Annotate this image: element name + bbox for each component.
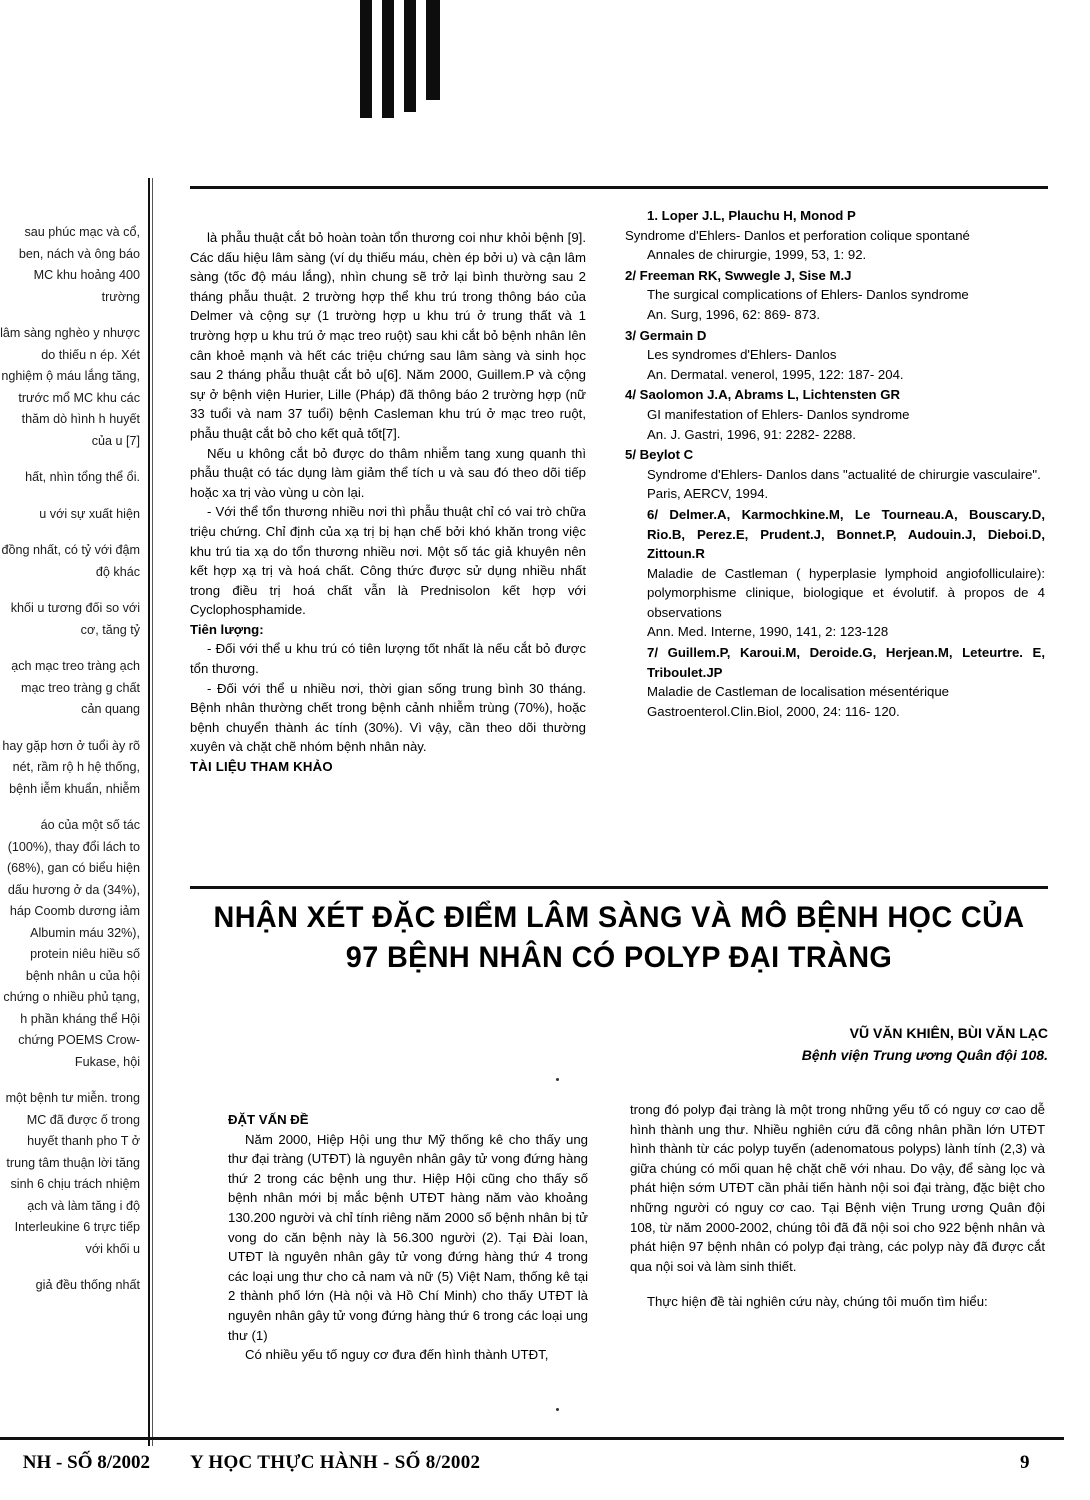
reference-title: Les syndromes d'Ehlers- Danlos [647,347,837,363]
reference-authors: 6/ Delmer.A, Karmochkine.M, Le Tourneau.A, Bouscary.D, Rio.B, Perez.E, Prudent.J, Bonnet.P, Audouin.J, Dieboi.D, Zittoun.R [647,506,1045,562]
footer-journal-title: Y HỌC THỰC HÀNH - SỐ 8/2002 [190,1452,481,1473]
reference-authors: 4/ Saolomon J.A, Abrams L, Lichtensten GR [625,387,901,403]
article2-left-column [228,1110,588,1365]
reference-source: Gastroenterol.Clin.Biol, 2000, 24: 116- 120. [647,703,900,719]
author-affiliation: Bệnh viện Trung ương Quân đội 108. [801,1047,1048,1063]
paragraph: trong đó polyp đại tràng là một trong những yếu tố có nguy cơ cao dễ hình thành ung thư. Nhiều nghiên cứu đã công nhân phần lớn UTĐT hình thành từ các polyp tuyến (adenomatous polyps) lành tính (2,3) và giữa chúng có mối quan hệ chặt chẽ với nhau. Do vậy, để sàng lọc và phát hiện sớm UTĐT cần phải tiến hành nội soi đại tràng, đặc biệt cho những người có nguy cơ cao. Tại Bệnh viện Trung ương Quân đội 108, từ năm 2000-2002, chúng tôi đã đã nội soi cho 922 bệnh nhân và phát hiện 97 bệnh nhân có polyp đại tràng, các polyp này đã được cắt qua nội soi và làm sinh thiết. [630,1102,1045,1274]
footer-rule [0,1437,1064,1440]
reference-title: The surgical complications of Ehlers- Danlos syndrome [647,287,969,303]
reference-title: Syndrome d'Ehlers- Danlos dans "actualité de chirurgie vasculaire". [647,466,1041,482]
reference-authors: 2/ Freeman RK, Swwegle J, Sise M.J [625,267,852,283]
bleed-paragraph: hay gặp hơn ở tuổi ày rõ nét, rầm rộ h hệ thống, bệnh iễm khuẩn, nhiễm [2,738,140,796]
paragraph: Có nhiều yếu tố nguy cơ đưa đến hình thành UTĐT, [245,1347,549,1363]
article1-left-column [190,228,586,777]
footer-left-bleed: NH - SỐ 8/2002 [22,1452,150,1473]
reference-source: Paris, AERCV, 1994. [647,486,769,502]
bleed-paragraph: áo của một số tác (100%), thay đổi lách to (68%), gan có biểu hiện dấu hương ở da (34%), háp Coomb dương iảm Albumin máu 32%), protein niêu hiều số bệnh nhân u của hội chứng o nhiều phủ tạng, h phần kháng thể Hội chứng POEMS Crow- Fukase, hội [3,818,140,1069]
reference-title: Maladie de Castleman ( hyperplasie lymphoid angiofolliculaire): polymorphisme clinique, biologique et évolutif. à propos de 4 observations [647,565,1045,620]
author-names: VŨ VĂN KHIÊN, BÙI VĂN LẠC [849,1025,1048,1041]
article2-byline [190,1022,1048,1066]
reference-title: Maladie de Castleman de localisation mésentérique [647,684,950,700]
adjacent-page-bleed [0,222,140,1412]
reference-title: Syndrome d'Ehlers- Danlos et perforation colique spontané [625,227,970,243]
reference-entry [625,206,1045,265]
reference-entry [625,385,1045,444]
reference-source: An. Surg, 1996, 62: 869- 873. [647,306,821,322]
prognosis-heading: Tiên lượng: [190,621,264,637]
paragraph: - Đối với thể u nhiều nơi, thời gian sống trung bình 30 tháng. Bệnh nhân thường chết trong bệnh cảnh nhiễm trùng (70%), hoặc bệnh chuyển thành ác tính (30%). Vì vậy, cần theo dõi thường xuyên và chặt chẽ nhóm bệnh nhân này. [190,680,586,755]
paragraph: Năm 2000, Hiệp Hội ung thư Mỹ thống kê cho thấy ung thư đại tràng (UTĐT) là nguyên nhân gây tử vong đứng hàng thứ 2 trong các bệnh ung thư. Hiệp Hội cũng cho thấy số bệnh nhân mới bị mắc bệnh UTĐT hàng năm vào khoảng 130.200 người và chỉ tính riêng năm 2000 số bệnh nhân bị tử vong do căn bệnh này là 56.300 người (2). Tại Đài loan, UTĐT là nguyên nhân gây tử vong đứng hàng thứ 4 trong các loại ung thư cho cả nam và nữ (5) Việt Nam, thống kê tại 2 thành phố lớn (Hà nội và Hồ Chí Minh) cho thấy UTĐT là nguyên nhân gây tử vong đứng hàng thứ 6 trong các loại ung thư (1) [228,1131,588,1343]
section-heading: ĐẶT VẤN ĐỀ [228,1112,309,1127]
reference-entry [625,266,1045,325]
reference-entry [625,505,1045,642]
page-gutter-shadow [152,178,153,1446]
bleed-paragraph: hất, nhìn tổng thể ổi. [25,470,140,484]
article1-references-column [625,205,1045,721]
paragraph: - Với thể tổn thương nhiều nơi thì phẫu thuật chỉ có vai trò chữa triệu chứng. Chỉ định của xạ trị bị hạn chế bởi khó khăn trong việc khu trú tia xạ do tổn thương nhiều nơi. Một số tác giả khuyên nên kết hợp xạ trị và hoá chất. Công thức được sử dụng nhiều nhất trong điều trị hoá chất vẫn là Prednisolon kết hợp với Cyclophosphamide. [190,504,586,618]
reference-entry [625,445,1045,504]
bleed-paragraph: u với sự xuất hiện [39,506,140,521]
scan-speck [556,1078,559,1081]
paragraph: - Đối với thể u khu trú có tiên lượng tốt nhất là nếu cắt bỏ được tổn thương. [190,641,586,677]
reference-source: An. Dermatal. venerol, 1995, 122: 187- 204. [647,366,904,382]
paragraph: Thực hiện đề tài nghiên cứu này, chúng tôi muốn tìm hiểu: [647,1294,988,1310]
reference-entry [625,643,1045,721]
scan-speck [556,1408,559,1411]
reference-authors: 1. Loper J.L, Plauchu H, Monod P [647,208,856,223]
reference-source: Annales de chirurgie, 1999, 53, 1: 92. [647,247,867,263]
page-number: 9 [1020,1452,1030,1473]
bleed-paragraph: một bệnh tư miễn. trong MC đã được ố trong huyết thanh pho T ở trung tâm thuận lời tăng sinh 6 chịu trách nhiệm ạch và làm tăng i độ Interleukine 6 trực tiếp với khối u [5,1091,140,1256]
reference-source: Ann. Med. Interne, 1990, 141, 2: 123-128 [647,624,889,640]
paragraph: Nếu u không cắt bỏ được do thâm nhiễm tang xung quanh thì phẫu thuật có tác dụng làm giảm thể tích u và sau đó theo dõi tiếp hoặc xa trị vào vùng u còn lại. [190,445,586,500]
article2-right-column [630,1100,1045,1312]
bleed-paragraph: đồng nhất, có tỷ với đậm độ khác [1,543,140,579]
bleed-paragraph: giả đều thống nhất [35,1278,140,1292]
reference-authors: 3/ Germain D [625,327,707,343]
bleed-paragraph: ạch mạc treo tràng ạch mạc treo tràng g chất cản quang [11,659,140,716]
article2-title: NHẬN XÉT ĐẶC ĐIỂM LÂM SÀNG VÀ MÔ BỆNH HỌC CỦA 97 BỆNH NHÂN CÓ POLYP ĐẠI TRÀNG [213,901,1025,974]
reference-authors: 7/ Guillem.P, Karoui.M, Deroide.G, Herjean.M, Leteurtre. E, Triboulet.JP [647,645,1045,680]
page-gutter-line [148,178,150,1446]
bleed-paragraph: lâm sàng nghèo y nhược do thiếu n ép. Xét nghiệm ộ máu lắng tăng, trước mổ MC khu các thăm dò hình h huyết của u [7] [0,326,140,448]
reference-entry [625,326,1045,385]
references-heading: TÀI LIỆU THAM KHẢO [190,759,333,775]
reference-title: GI manifestation of Ehlers- Danlos syndrome [647,406,910,422]
reference-source: An. J. Gastri, 1996, 91: 2282- 2288. [647,426,856,442]
bleed-paragraph: khối u tương đối so với cơ, tăng tỷ [10,601,140,637]
reference-authors: 5/ Beylot C [625,447,694,463]
article-divider-rule [190,886,1048,889]
scan-artifact-bars [360,0,450,118]
paragraph: là phẫu thuật cắt bỏ hoàn toàn tổn thương coi như khỏi bệnh [9]. Các dấu hiệu lâm sàng (ví dụ thiếu máu, chèn ép bởi u) và cận lâm sàng (tốc độ máu lắng), nhìn chung sẽ trở lại bình thường sau 2 tháng phẫu thuật. 2 trường hợp thể khu trú trong thông báo của Delmer và cộng sự (1 trường hợp u khu trú ở trung thất và 1 trường hợp u khu trú ở mạc treo ruột) sau khi cắt bỏ bệnh nhân lên cân khoẻ mạnh và hết các triệu chứng sau lâm sàng và sinh học sau 2 tháng phẫu thuật cắt bỏ u[6]. Năm 2000, Guillem.P và cộng sự ở bệnh viện Hurier, Lille (Pháp) đã thông báo 2 trường hợp (nữ 33 tuổi và nam 37 tuổi) bệnh Casleman khu trú ở mạc treo ruột, phẫu thuật cắt bỏ cho kết quả tốt[7]. [190,230,586,441]
bleed-paragraph: sau phúc mạc và cổ, ben, nách và ông báo MC khu hoảng 400 trường [18,225,140,304]
header-rule [190,186,1048,189]
